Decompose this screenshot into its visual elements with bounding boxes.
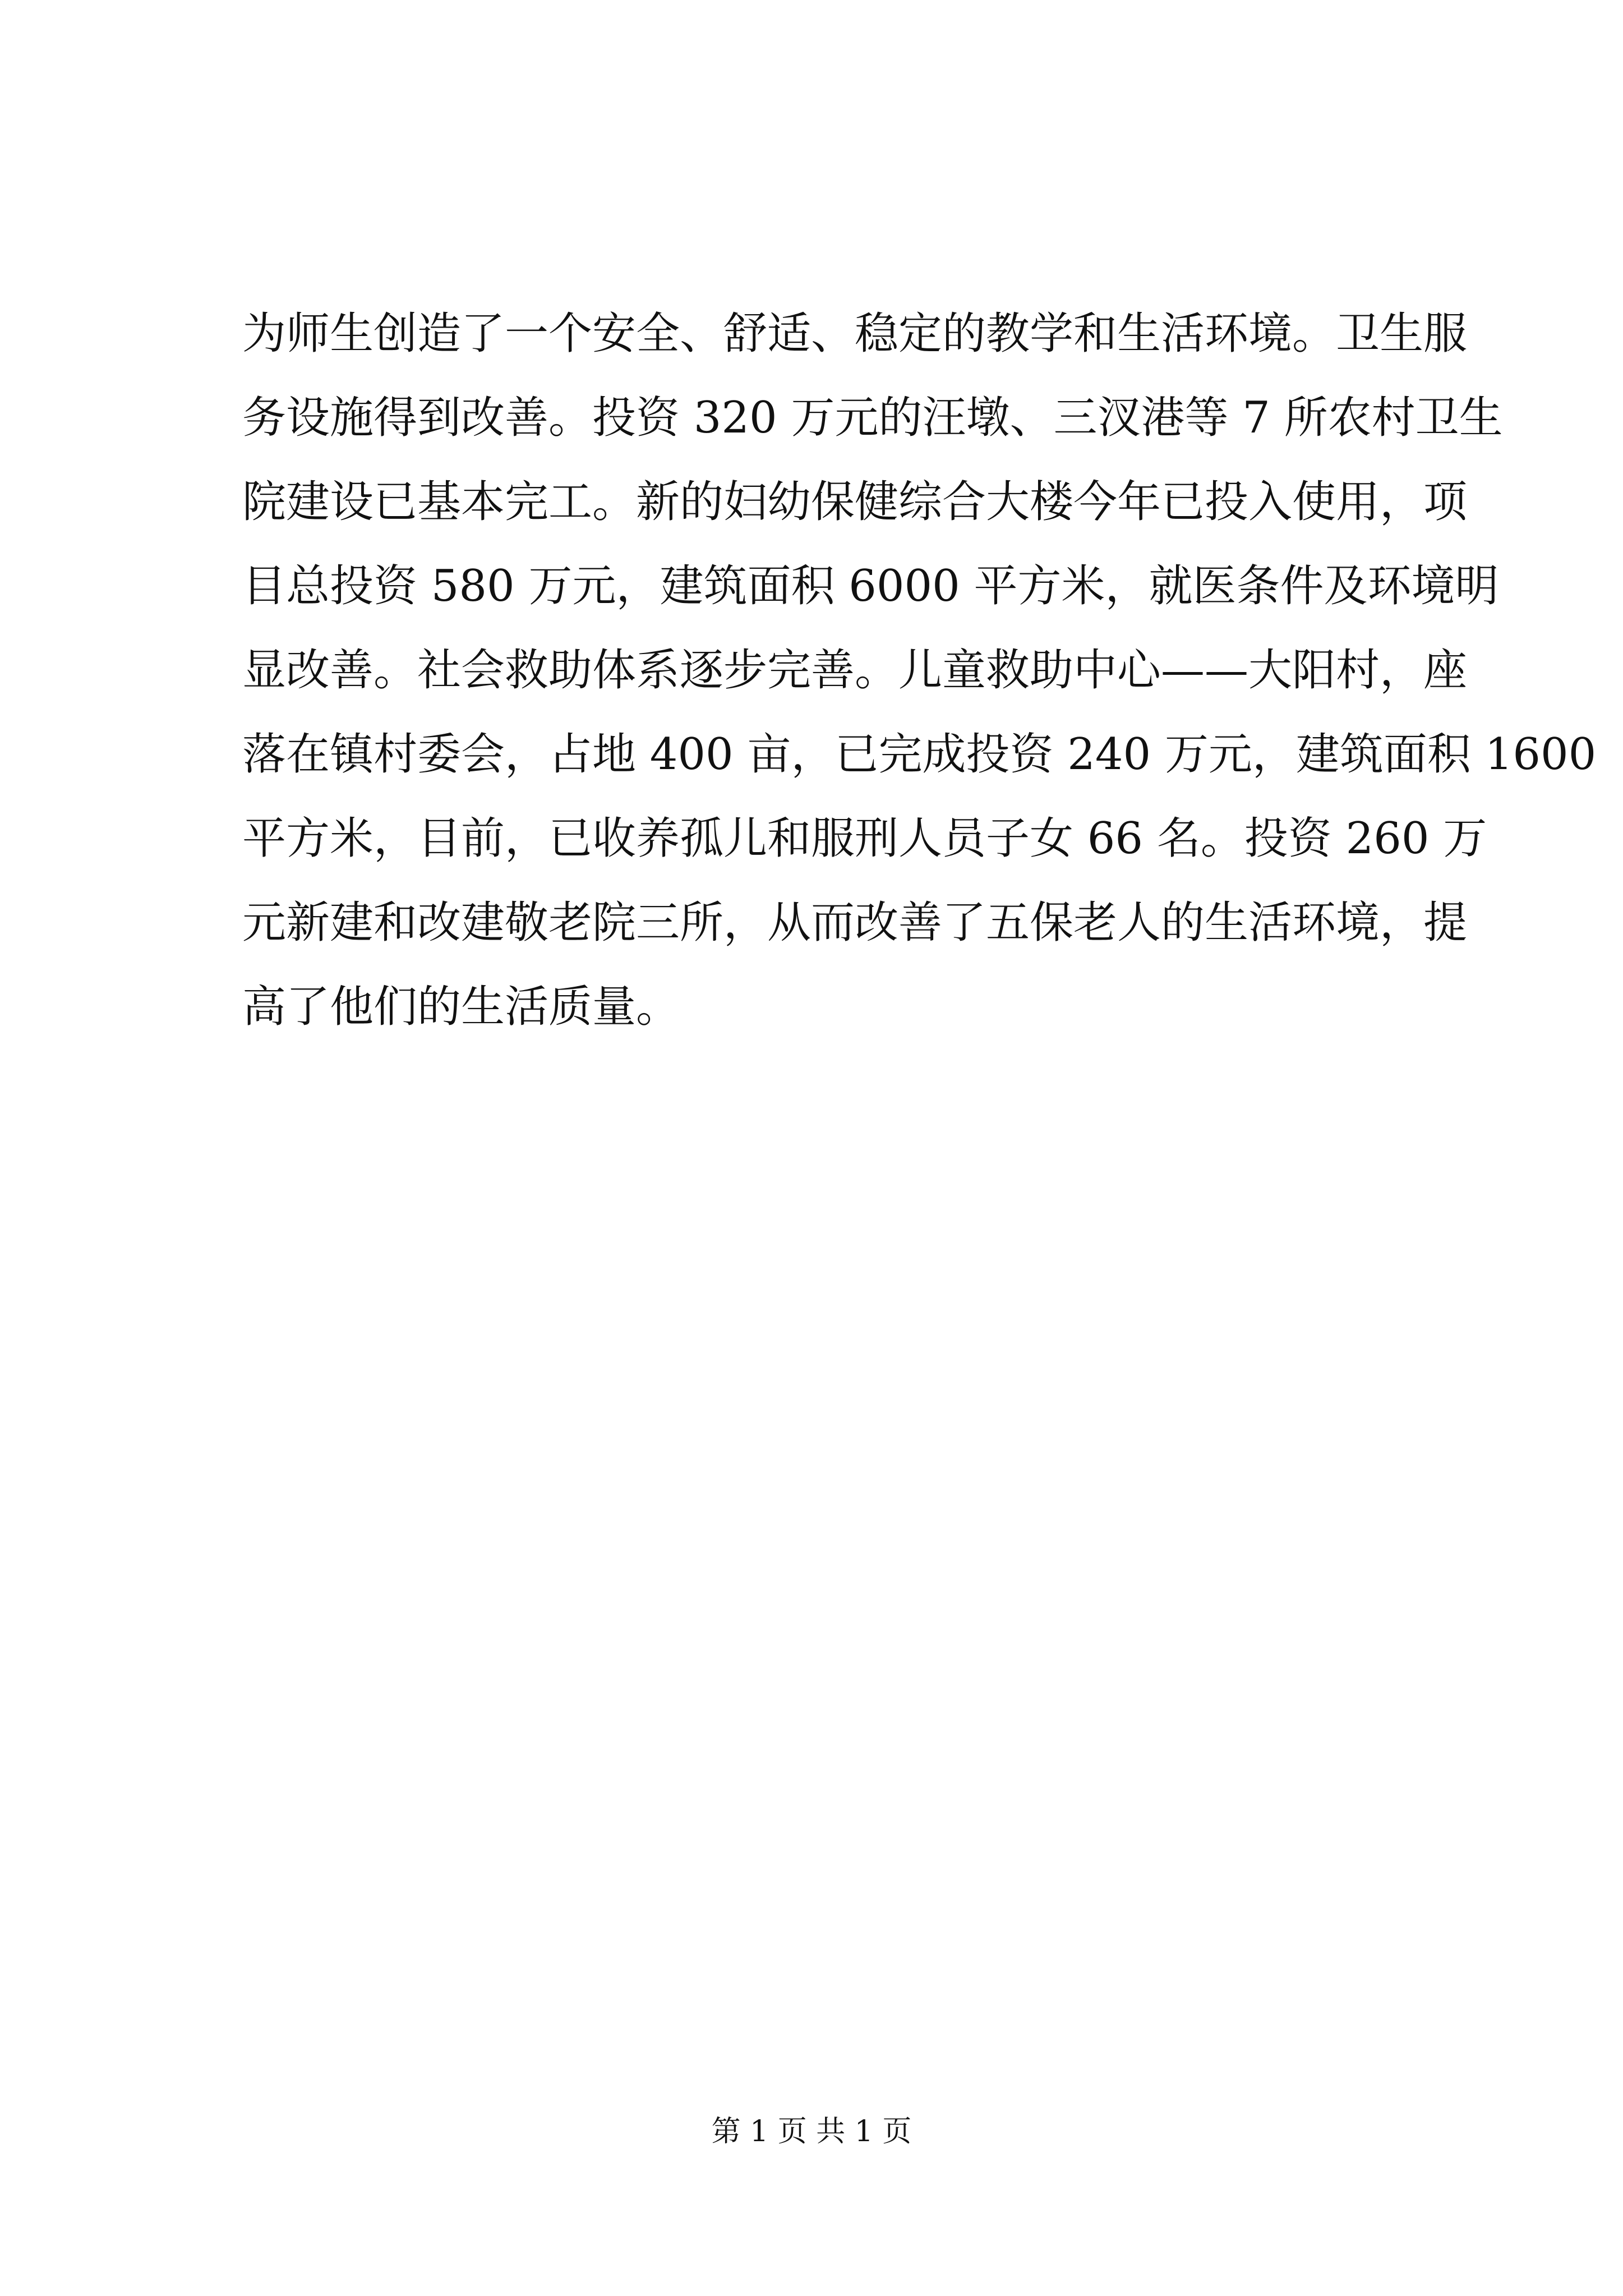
paragraph-line: 务设施得到改善。投资 320 万元的汪墩、三汊港等 7 所农村卫生 xyxy=(242,393,1503,443)
page-number-footer: 第 1 页 共 1 页 xyxy=(711,2115,912,2148)
body-paragraph xyxy=(242,292,1597,1049)
paragraph-line: 显改善。社会救助体系逐步完善。儿童救助中心——大阳村，座 xyxy=(242,645,1468,696)
paragraph-line: 为师生创造了一个安全、舒适、稳定的教学和生活环境。卫生服 xyxy=(242,309,1468,359)
paragraph-line: 目总投资 580 万元，建筑面积 6000 平方米，就医条件及环境明 xyxy=(242,561,1499,611)
paragraph-line: 平方米，目前，已收养孤儿和服刑人员子女 66 名。投资 260 万 xyxy=(242,813,1487,864)
paragraph-line: 高了他们的生活质量。 xyxy=(242,982,680,1032)
paragraph-line: 元新建和改建敬老院三所，从而改善了五保老人的生活环境，提 xyxy=(242,898,1468,948)
paragraph-line: 院建设已基本完工。新的妇幼保健综合大楼今年已投入使用，项 xyxy=(242,477,1468,527)
paragraph-line: 落在镇村委会，占地 400 亩，已完成投资 240 万元，建筑面积 1600 xyxy=(242,729,1597,780)
